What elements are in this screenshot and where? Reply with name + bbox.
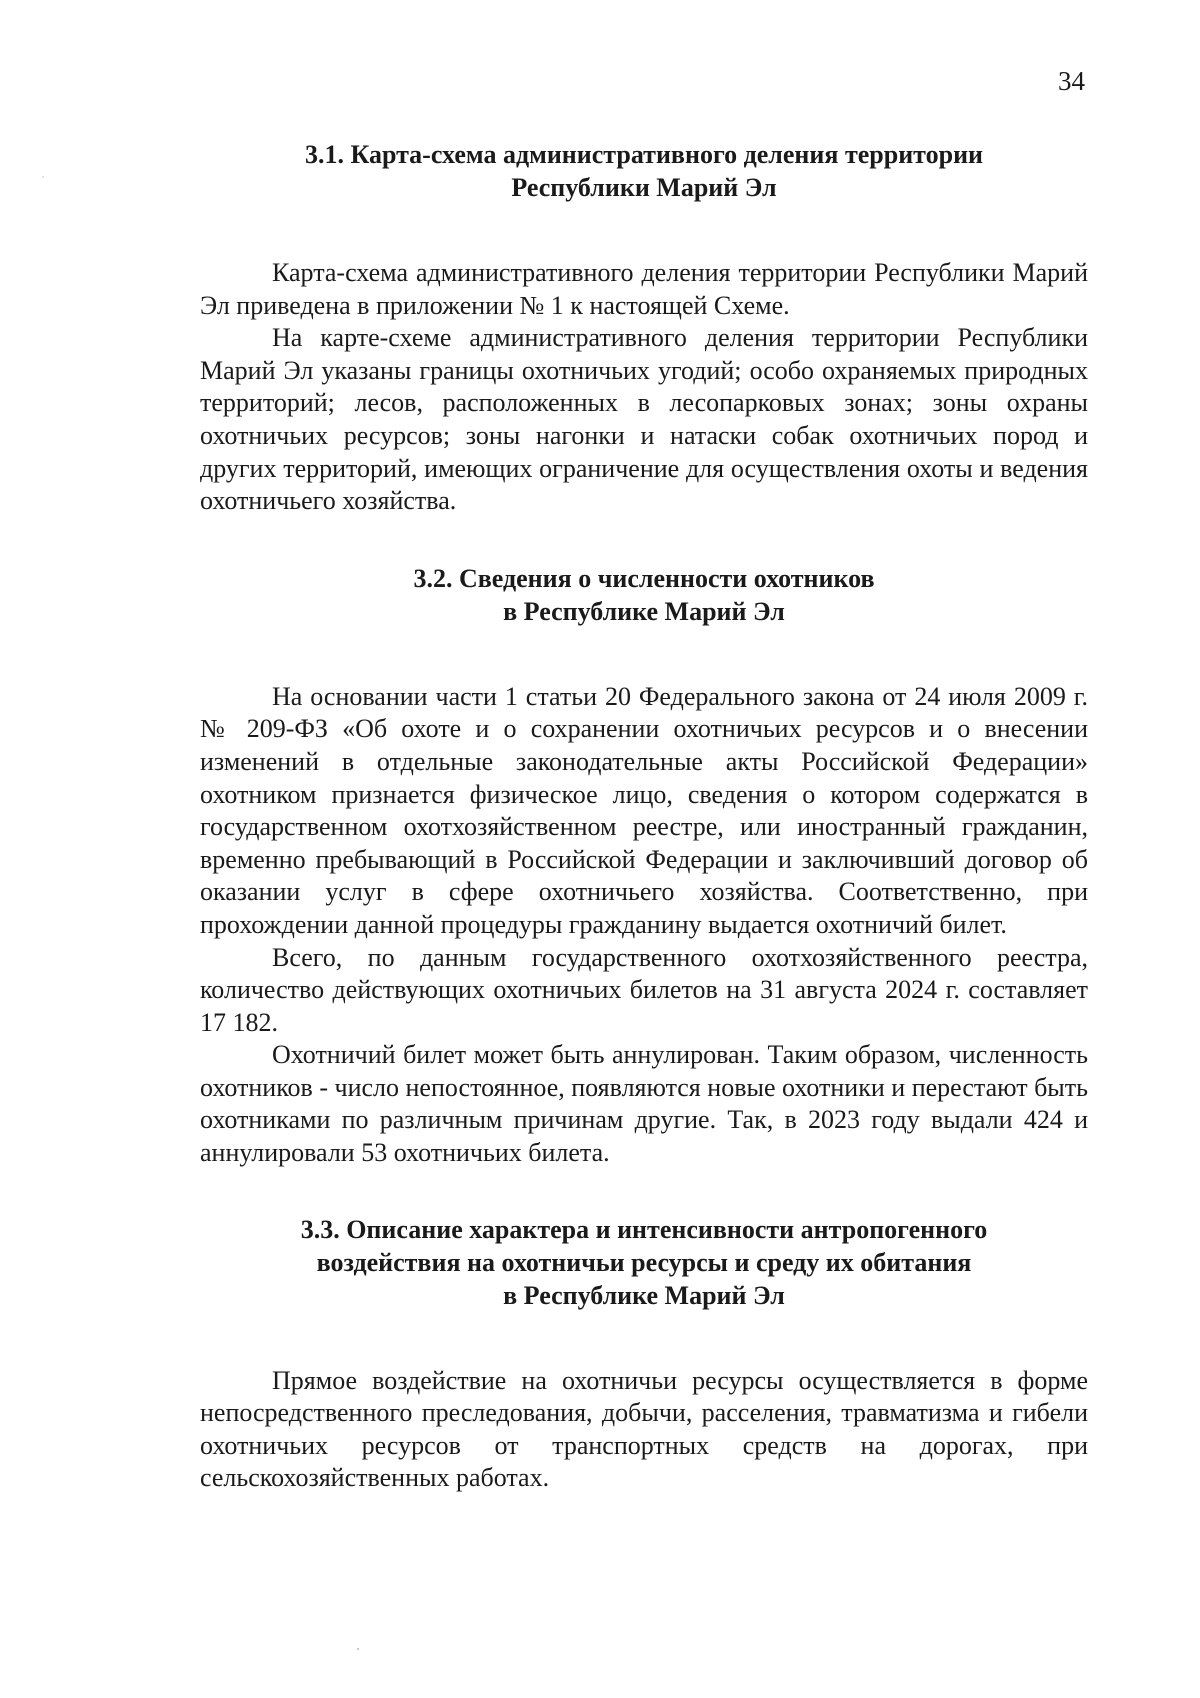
- paragraph: Прямое воздействие на охотничьи ресурсы осуществляется в форме непосредственного преследования, добычи, расселения, травматизма и гибели охотничьих ресурсов от транспортных средств на дорогах, при сельскохозяйственных работах.: [200, 1365, 1088, 1493]
- heading-line: 3.2. Сведения о численности охотников: [413, 563, 875, 593]
- section-body-3-1: [200, 257, 1088, 518]
- heading-line: воздействия на охотничьи ресурсы и среду их обитания: [316, 1247, 972, 1277]
- paragraph: На карте-схеме административного деления территории Республики Марий Эл указаны границы охотничьих угодий; особо охраняемых природных территорий; лесов, расположенных в лесопарковых зонах; зоны охраны охотничьих ресурсов; зоны нагонки и натаски собак охотничьих пород и других территорий, имеющих ограничение для осуществления охоты и ведения охотничьего хозяйства.: [200, 323, 1088, 516]
- page-number: 34: [1058, 66, 1085, 96]
- heading-line: Республики Марий Эл: [511, 173, 777, 202]
- heading-line: 3.3. Описание характера и интенсивности антропогенного: [300, 1214, 988, 1244]
- paragraph: Охотничий билет может быть аннулирован. Таким образом, численность охотников - число непостоянное, появляются новые охотники и перестают быть охотниками по различным причинам другие. Так, в 2023 году выдали 424 и аннулировали 53 охотничьих билета.: [200, 1040, 1088, 1168]
- paragraph: Всего, по данным государственного охотхозяйственного реестра, количество действующих охотничьих билетов на 31 августа 2024 г. составляет 17 182.: [200, 942, 1088, 1037]
- heading-line: в Республике Марий Эл: [503, 596, 785, 626]
- heading-line: в Республике Марий Эл: [503, 1280, 785, 1310]
- section-heading-3-2: [200, 562, 1088, 628]
- heading-line: 3.1. Карта-схема административного деления территории: [304, 140, 984, 169]
- section-body-3-2: [200, 681, 1088, 1170]
- paragraph: Карта-схема административного деления территории Республики Марий Эл приведена в приложении № 1 к настоящей Схеме.: [200, 258, 1088, 320]
- scan-speck: [42, 176, 44, 178]
- scan-speck: [357, 1648, 359, 1650]
- document-body: [200, 138, 1088, 1495]
- section-body-3-3: [200, 1365, 1088, 1495]
- section-heading-3-1: [200, 138, 1088, 204]
- section-heading-3-3: [200, 1213, 1088, 1312]
- paragraph: На основании части 1 статьи 20 Федерального закона от 24 июля 2009 г. № 209-ФЗ «Об охоте и о сохранении охотничьих ресурсов и о внесении изменений в отдельные законодательные акты Российской Федерации» охотником признается физическое лицо, сведения о котором содержатся в государственном охотхозяйственном реестре, или иностранный гражданин, временно пребывающий в Российской Федерации и заключивший договор об оказании услуг в сфере охотничьего хозяйства. Соответственно, при прохождении данной процедуры гражданину выдается охотничий билет.: [200, 681, 1088, 939]
